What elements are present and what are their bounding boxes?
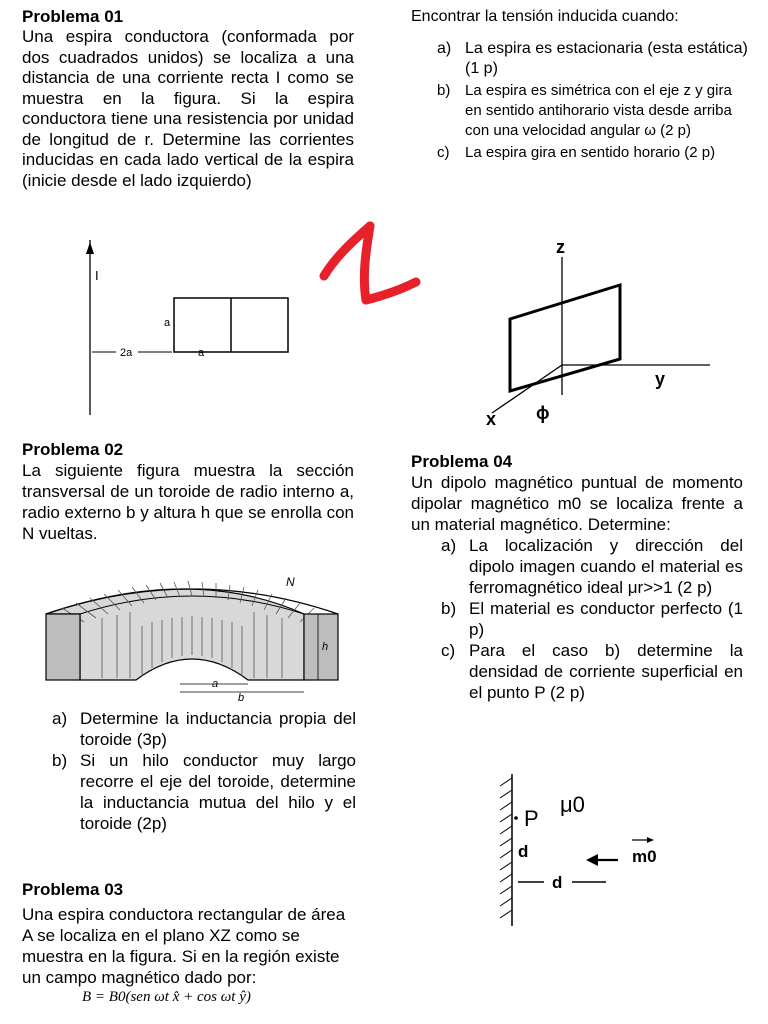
toroid-figure	[42, 570, 342, 705]
red-annotation-mark	[318, 186, 428, 318]
problem01-body: Una espira conductora (conformada por dos cuadrados unidos) se localiza a una distancia de una corriente recta I como se muestra en la figura. Si la espira conductora tiene una resistencia por unidad de longitud de r. Determine las corrientes inducidas en cada lado vertical de la espira (inicie desde el lado izquierdo)	[22, 27, 354, 190]
toroid-h-label: h	[322, 641, 329, 653]
problem02-section	[22, 440, 354, 544]
x-label: x	[486, 409, 497, 429]
problem02-item-a: a) Determine la inductancia propia del toroide (3p)	[52, 709, 356, 749]
problem03-body: Una espira conductora rectangular de área A se localiza en el plano XZ como se muestra en la figura. Si en la región existe un campo magnético dado por:	[22, 905, 346, 987]
problem01-item-a: a) La espira es estacionaria (esta estática) (1 p)	[437, 40, 748, 77]
point-p-label: P	[524, 806, 539, 831]
side-label: a	[164, 317, 171, 329]
problem04-body: Un dipolo magnético puntual de momento dipolar magnético m0 se localiza frente a un material magnético. Determine:	[411, 473, 743, 534]
problem04-title: Problema 04	[411, 452, 513, 471]
z-label: z	[556, 237, 565, 257]
problem01-item-c: c) La espira gira en sentido horario (2 p)	[437, 144, 716, 161]
problem01-items	[437, 39, 751, 163]
problem03-section	[22, 880, 354, 1007]
dipole-figure	[490, 770, 710, 930]
problem04-section	[411, 452, 743, 703]
problem01-figure	[80, 240, 320, 420]
problem01-3d-figure	[470, 235, 720, 430]
dist2-label: a	[198, 347, 205, 359]
toroid-n-label: N	[286, 575, 295, 589]
m0-label: m0	[632, 847, 657, 866]
y-label: y	[655, 369, 666, 389]
problem01-right-section	[411, 7, 751, 163]
problem03-title: Problema 03	[22, 880, 124, 899]
dist1-label: 2a	[120, 347, 133, 359]
problem04-item-c: c) Para el caso b) determine la densidad de corriente superficial en el punto P (2 p)	[441, 641, 743, 702]
problem02-item-b: b) Si un hilo conductor muy largo recorre el eje del toroide, determine la inductancia mutua del hilo y el toroide (2p)	[52, 751, 356, 833]
problem01-intro: Encontrar la tensión inducida cuando:	[411, 8, 679, 25]
problem02-body: La siguiente figura muestra la sección transversal de un toroide de radio interno a, radio externo b y altura h que se enrolla con N vueltas.	[22, 461, 354, 543]
problem04-items	[441, 535, 743, 703]
d1-label: d	[518, 842, 529, 861]
d2-label: d	[552, 873, 563, 892]
problem02-title: Problema 02	[22, 440, 124, 459]
phi-label: ϕ	[536, 403, 550, 423]
problem01-item-b: b) La espira es simétrica con el eje z y gira en sentido antihorario vista desde arriba con una velocidad angular ω (2 p)	[437, 82, 732, 139]
current-label: I	[95, 268, 99, 283]
toroid-b-label: b	[238, 692, 245, 704]
toroid-a-label: a	[212, 678, 219, 690]
problem01-section	[22, 7, 354, 191]
problem04-item-b: b) El material es conductor perfecto (1 p)	[441, 599, 743, 639]
problem03-formula: B = B0(sen ωt x̂ + cos ωt ŷ)	[82, 989, 251, 1005]
problem01-title: Problema 01	[22, 7, 124, 26]
problem04-item-a: a) La localización y dirección del dipolo imagen cuando el material es ferromagnético ideal μr>>1 (2 p)	[441, 536, 743, 597]
mu-label: μ0	[560, 792, 585, 817]
problem02-items	[52, 708, 356, 834]
